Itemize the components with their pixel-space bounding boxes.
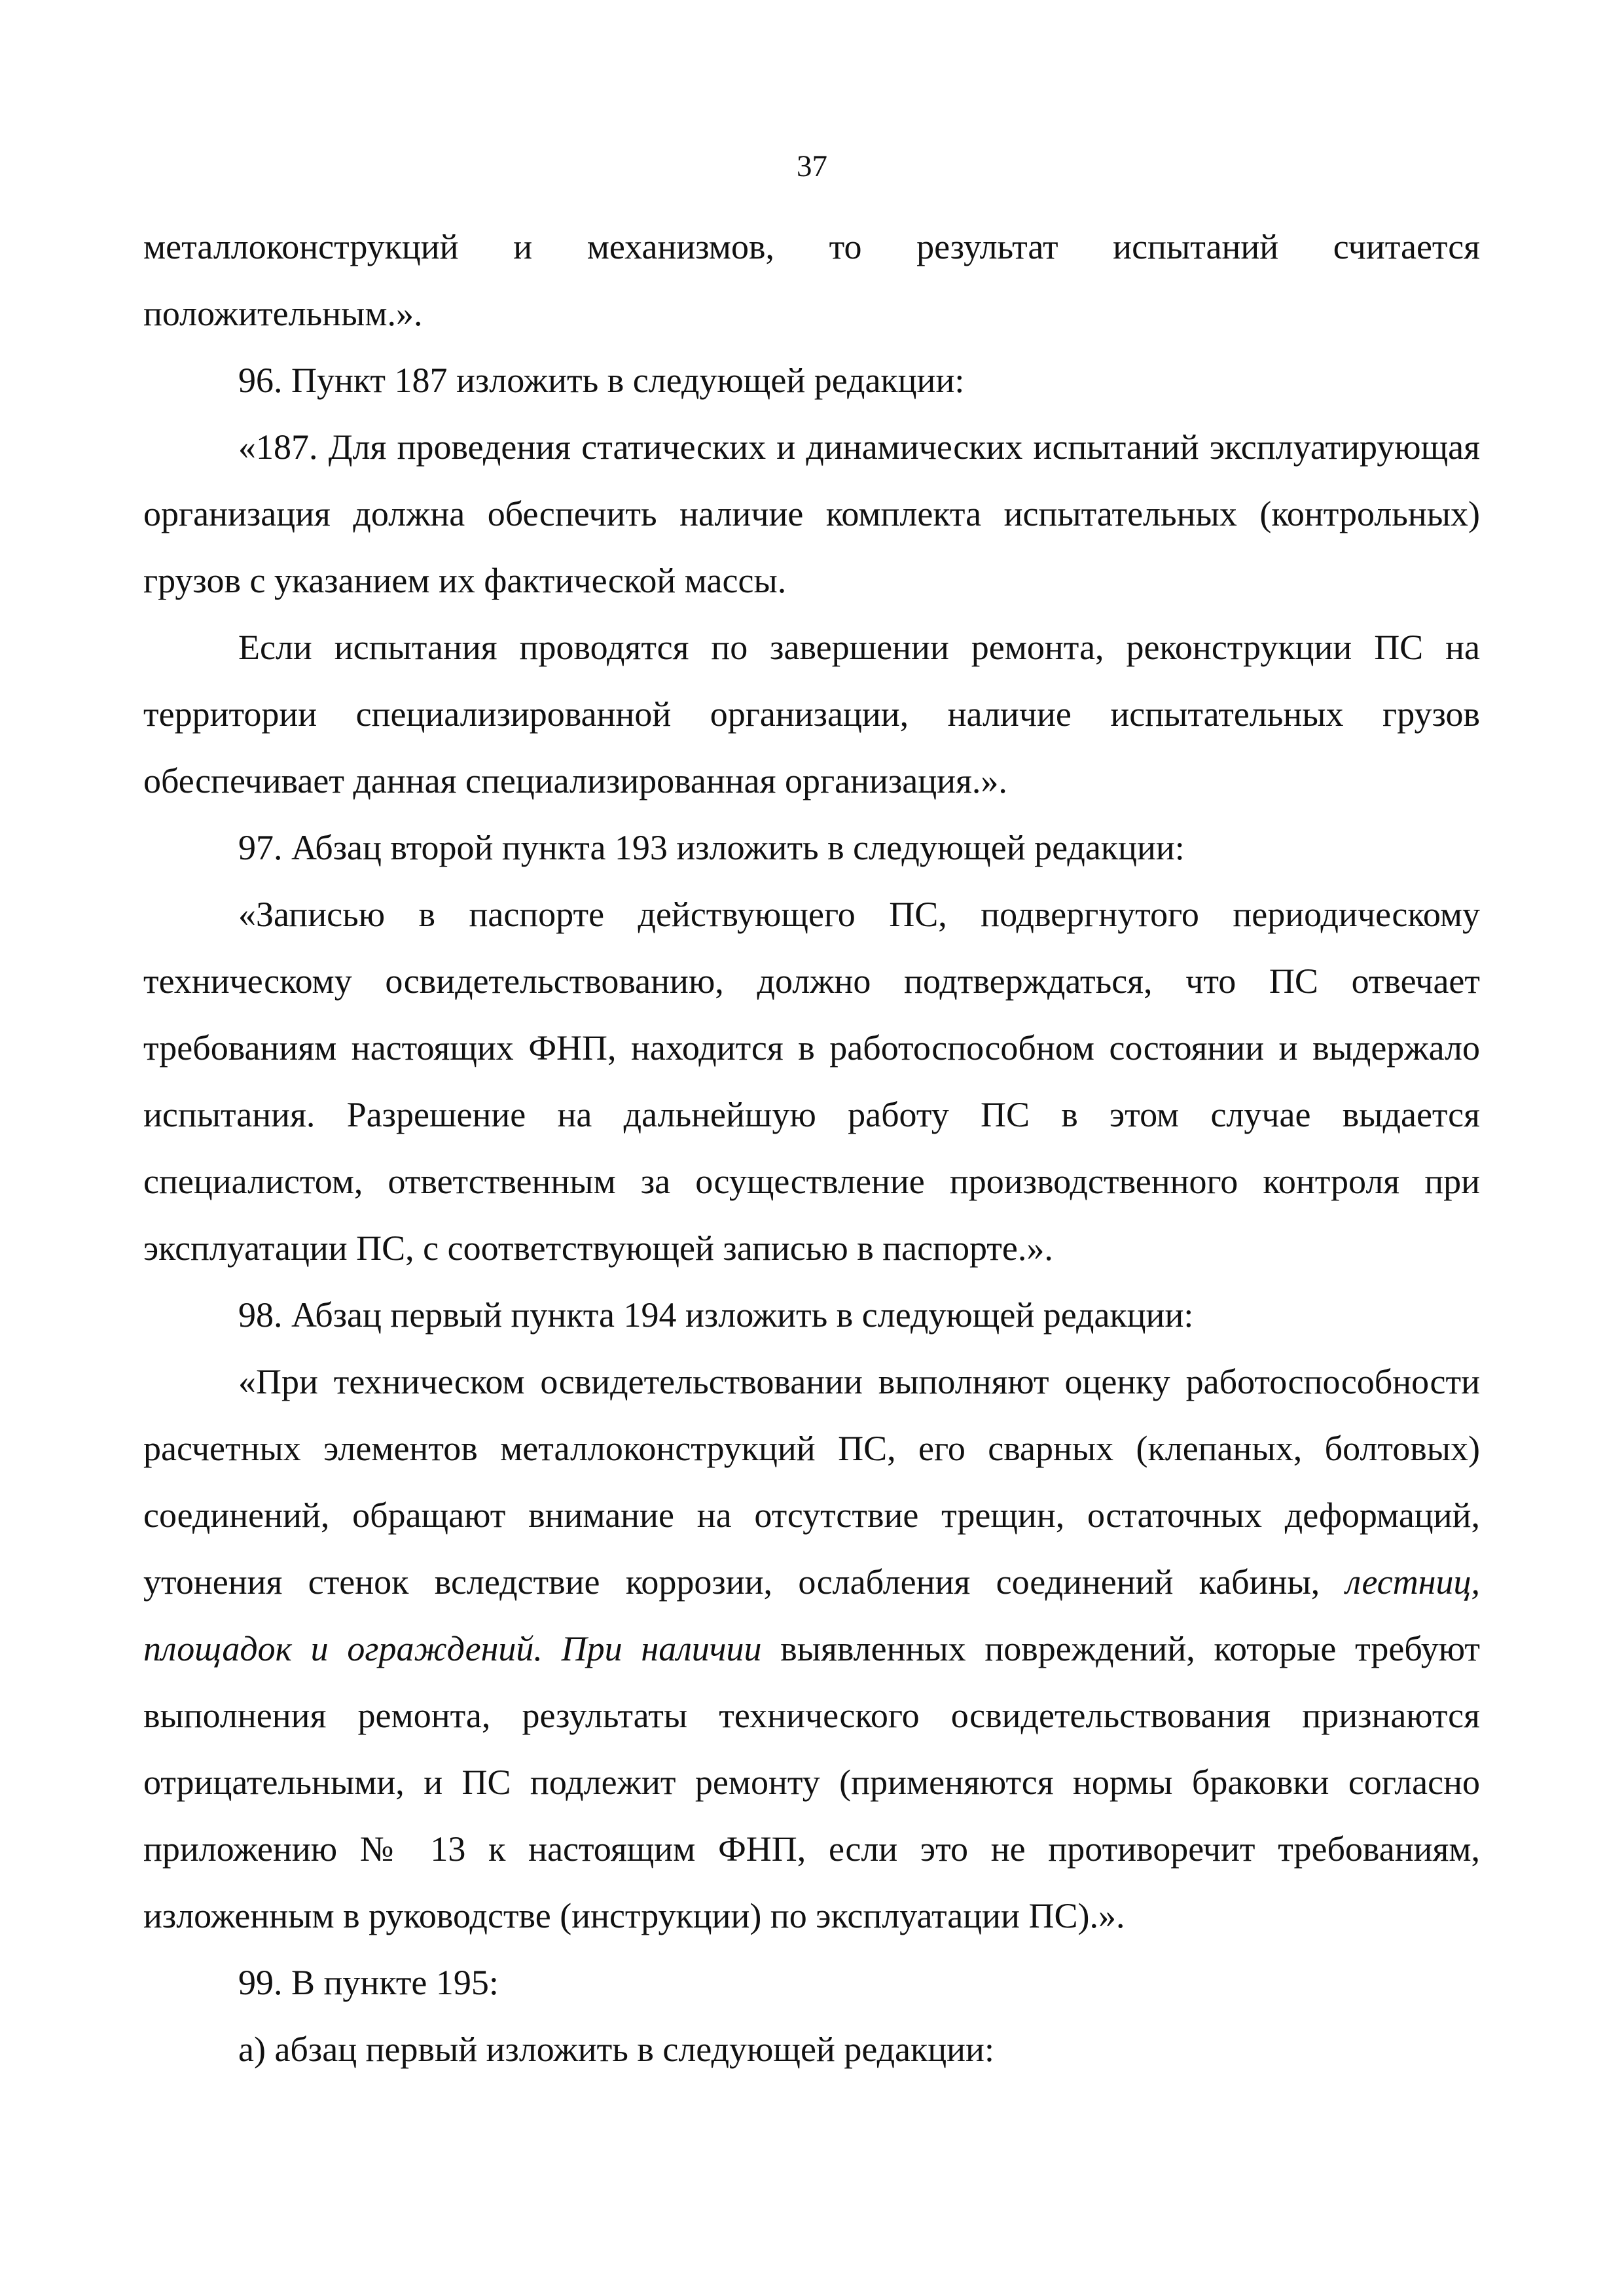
- paragraph-continuation: металлоконструкций и механизмов, то результат испытаний считается положительным.».: [143, 227, 1480, 333]
- page-number: 37: [797, 149, 827, 183]
- paragraph-194-text-start: «При техническом освидетельствовании выполняют оценку работоспособности расчетных элементов металлоконструкций ПС, его сварных (клепаных, болтовых) соединений, обращают внимание на отсутствие трещин, остаточных деформаций, утонения стенок вследствие коррозии, ослабления соединений кабины,: [143, 1362, 1480, 1602]
- paragraph-194-italic-text: лестниц, площадок и ограждений. При наличии: [143, 1562, 1480, 1668]
- paragraph-187-first: «187. Для проведения статических и динамических испытаний эксплуатирующая организация должна обеспечить наличие комплекта испытательных (контрольных) грузов с указанием их фактической массы.: [143, 427, 1480, 600]
- paragraph-item-96: 96. Пункт 187 изложить в следующей редакции:: [238, 361, 965, 400]
- paragraph-193: «Записью в паспорте действующего ПС, подвергнутого периодическому техническому освидетельствованию, должно подтверждаться, что ПС отвечает требованиям настоящих ФНП, находится в работоспособном состоянии и выдержало испытания. Разрешение на дальнейшую работу ПС в этом случае выдается специалистом, ответственным за осуществление производственного контроля при эксплуатации ПС, с соответствующей записью в паспорте.».: [143, 895, 1480, 1268]
- paragraph-item-99: 99. В пункте 195:: [238, 1963, 499, 2002]
- paragraph-item-99-a: а) абзац первый изложить в следующей редакции:: [238, 2030, 994, 2069]
- paragraph-194-text-end: выявленных повреждений, которые требуют выполнения ремонта, результаты технического освидетельствования признаются отрицательными, и ПС подлежит ремонту (применяются нормы браковки согласно приложению № 13 к настоящим ФНП, если это не противоречит требованиям, изложенным в руководстве (инструкции) по эксплуатации ПС).».: [143, 1629, 1481, 1935]
- document-body: [143, 213, 1480, 2083]
- paragraph-item-98: 98. Абзац первый пункта 194 изложить в следующей редакции:: [238, 1295, 1194, 1335]
- paragraph-item-97: 97. Абзац второй пункта 193 изложить в следующей редакции:: [238, 828, 1185, 867]
- paragraph-187-second: Если испытания проводятся по завершении ремонта, реконструкции ПС на территории специализированной организации, наличие испытательных грузов обеспечивает данная специализированная организация.».: [143, 628, 1480, 800]
- paragraph-194: [143, 1348, 1480, 1949]
